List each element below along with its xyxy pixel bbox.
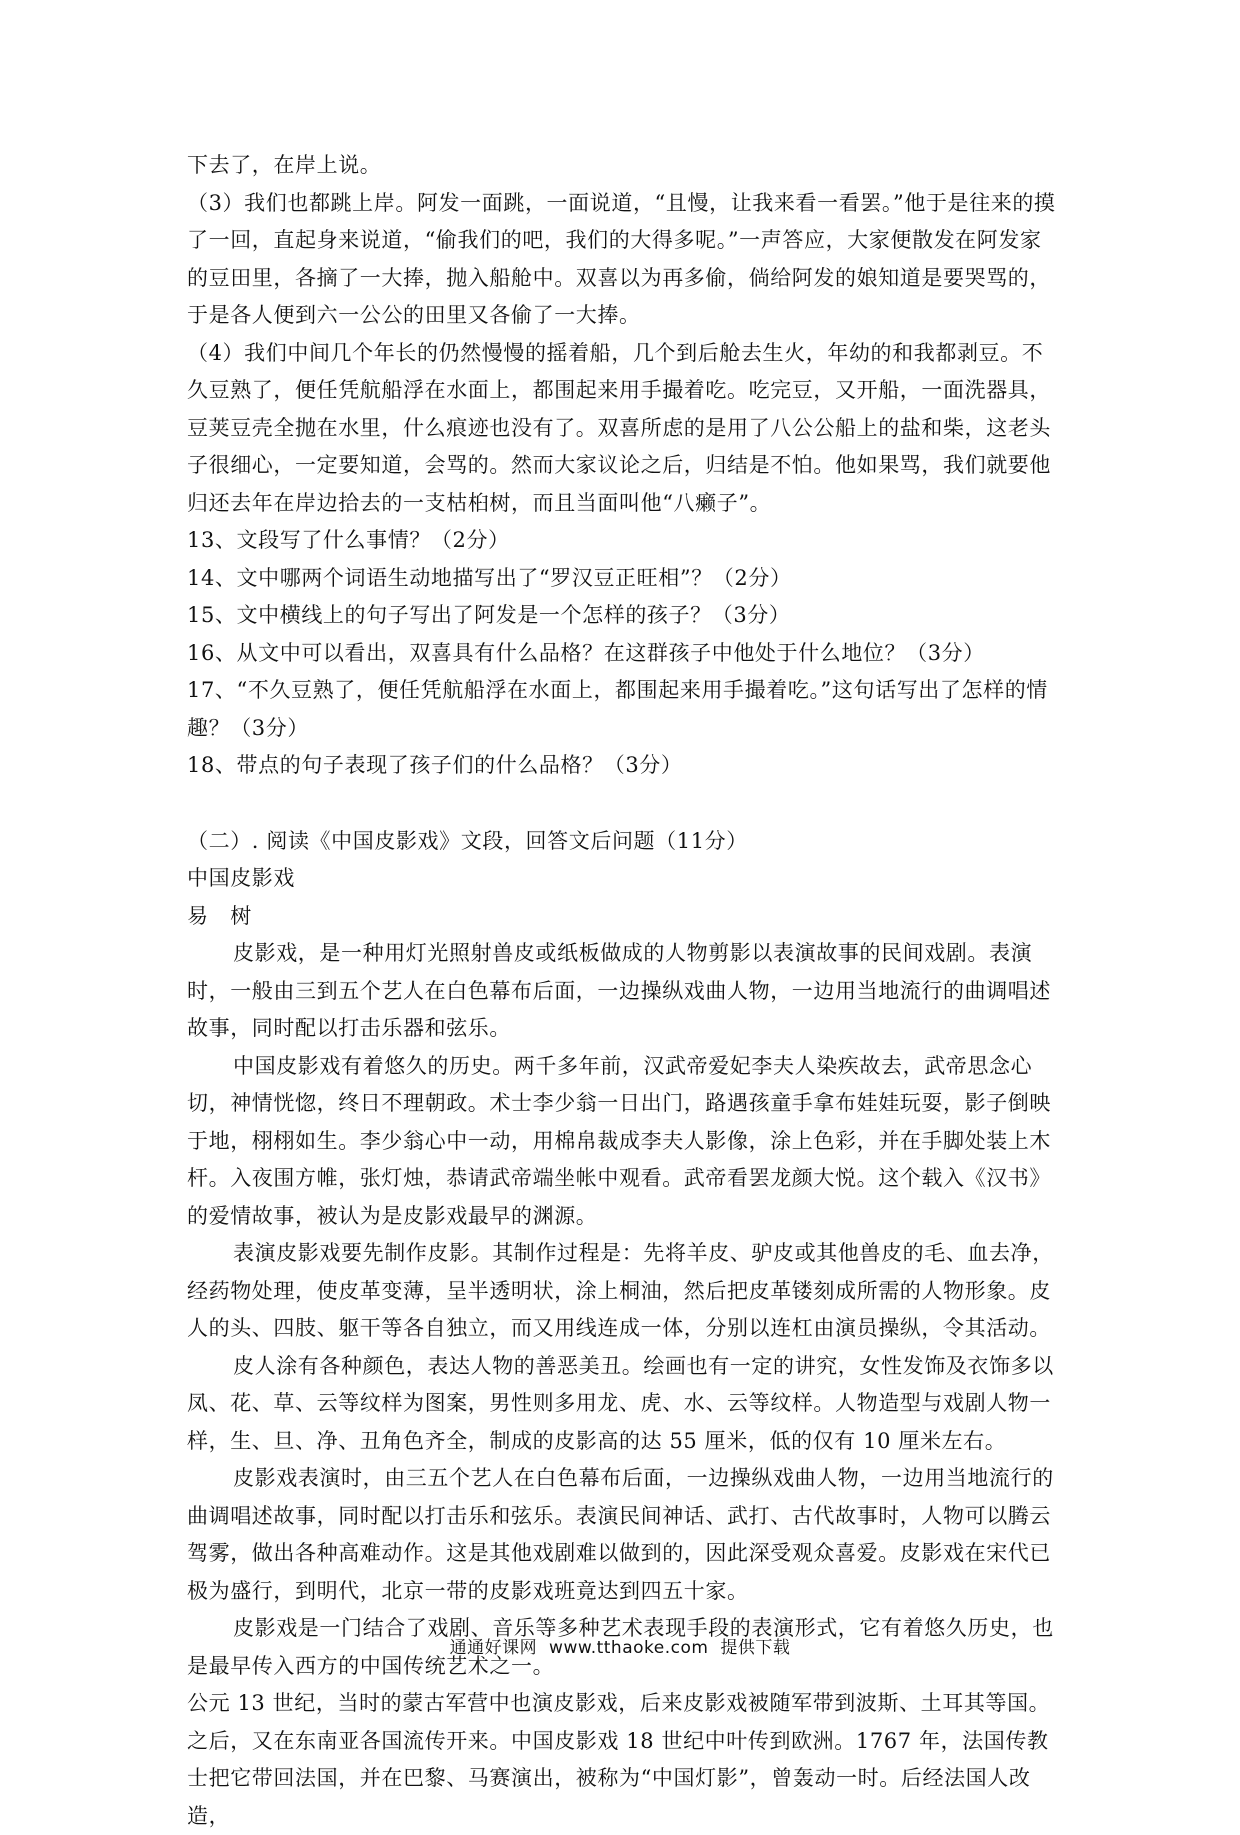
article-paragraph: 皮影戏表演时，由三五个艺人在白色幕布后面，一边操纵戏曲人物，一边用当地流行的曲调唱述故事，同时配以打击乐和弦乐。表演民间神话、武打、古代故事时，人物可以腾云驾雾，做出各种高难动作。这是其他戏剧难以做到的，因此深受观众喜爱。皮影戏在宋代已极为盛行，到明代，北京一带的皮影戏班竟达到四五十家。 — [187, 1466, 1054, 1603]
article-author: 易 树 — [187, 903, 252, 928]
document-body — [187, 147, 1057, 1835]
section-heading: （二）. 阅读《中国皮影戏》文段，回答文后问题（11分） — [187, 828, 748, 853]
article-paragraph-last: 公元 13 世纪，当时的蒙古军营中也演皮影戏，后来皮影戏被随军带到波斯、土耳其等国。之后，又在东南亚各国流传开来。中国皮影戏 18 世纪中叶传到欧洲。1767 年，法国传教士把它带回法国，并在巴黎、马赛演出，被称为“中国灯影”，曾轰动一时。后经法国人改造， — [187, 1691, 1051, 1828]
question-15: 15、文中横线上的句子写出了阿发是一个怎样的孩子？（3分） — [187, 603, 791, 627]
article-paragraph: 表演皮影戏要先制作皮影。其制作过程是：先将羊皮、驴皮或其他兽皮的毛、血去净，经药物处理，使皮革变薄，呈半透明状，涂上桐油，然后把皮革镂刻成所需的人物形象。皮人的头、四肢、躯干等各自独立，而又用线连成一体，分别以连杠由演员操纵，令其活动。 — [187, 1241, 1054, 1340]
passage-paragraph-3: （3）我们也都跳上岸。阿发一面跳，一面说道，“且慢，让我来看一看罢。”他于是往来的摸了一回，直起身来说道，“偷我们的吧，我们的大得多呢。”一声答应，大家便散发在阿发家的豆田里，各摘了一大捧，抛入船舱中。双喜以为再多偷，倘给阿发的娘知道是要哭骂的，于是各人便到六一公公的田里又各偷了一大捧。 — [187, 190, 1056, 327]
passage-paragraph-4: （4）我们中间几个年长的仍然慢慢的摇着船，几个到后舱去生火，年幼的和我都剥豆。不久豆熟了，便任凭航船浮在水面上，都围起来用手撮着吃。吃完豆，又开船，一面洗器具，豆荚豆壳全抛在水里，什么痕迹也没有了。双喜所虑的是用了八公公船上的盐和柴，这老头子很细心，一定要知道，会骂的。然而大家议论之后，归结是不怕。他如果骂，我们就要他归还去年在岸边拾去的一支枯桕树，而且当面叫他“八癞子”。 — [187, 340, 1051, 515]
question-13: 13、文段写了什么事情？（2分） — [187, 528, 510, 552]
question-18: 18、带点的句子表现了孩子们的什么品格？（3分） — [187, 753, 683, 777]
question-14: 14、文中哪两个词语生动地描写出了“罗汉豆正旺相”？（2分） — [187, 565, 792, 590]
footer-suffix: 提供下载 — [720, 1638, 791, 1658]
passage-lead-line: 下去了，在岸上说。 — [187, 153, 382, 177]
article-paragraph: 皮影戏是一门结合了戏剧、音乐等多种艺术表现手段的表演形式，它有着悠久历史，也是最早传入西方的中国传统艺术之一。 — [187, 1616, 1054, 1678]
page-footer — [0, 1633, 1240, 1658]
article-title: 中国皮影戏 — [187, 866, 295, 890]
article-paragraph: 皮影戏，是一种用灯光照射兽皮或纸板做成的人物剪影以表演故事的民间戏剧。表演时，一般由三到五个艺人在白色幕布后面，一边操纵戏曲人物，一边用当地流行的曲调唱述故事，同时配以打击乐器和弦乐。 — [187, 941, 1051, 1040]
section-spacer — [187, 785, 1057, 823]
footer-url[interactable]: www.tthaoke.com — [549, 1638, 709, 1658]
article-paragraph: 中国皮影戏有着悠久的历史。两千多年前，汉武帝爱妃李夫人染疾故去，武帝思念心切，神情恍惚，终日不理朝政。术士李少翁一日出门，路遇孩童手拿布娃娃玩耍，影子倒映于地，栩栩如生。李少翁心中一动，用棉帛裁成李夫人影像，涂上色彩，并在手脚处装上木杆。入夜围方帷，张灯烛，恭请武帝端坐帐中观看。武帝看罢龙颜大悦。这个载入《汉书》的爱情故事，被认为是皮影戏最早的渊源。 — [187, 1053, 1051, 1228]
footer-site-name: 通通好课网 — [449, 1638, 538, 1658]
question-17: 17、“不久豆熟了，便任凭航船浮在水面上，都围起来用手撮着吃。”这句话写出了怎样的情趣？（3分） — [187, 678, 1048, 740]
article-paragraph: 皮人涂有各种颜色，表达人物的善恶美丑。绘画也有一定的讲究，女性发饰及衣饰多以凤、花、草、云等纹样为图案，男性则多用龙、虎、水、云等纹样。人物造型与戏剧人物一样，生、旦、净、丑角色齐全，制成的皮影高的达 55 厘米，低的仅有 10 厘米左右。 — [187, 1353, 1054, 1453]
question-16: 16、从文中可以看出，双喜具有什么品格？在这群孩子中他处于什么地位？（3分） — [187, 640, 985, 665]
